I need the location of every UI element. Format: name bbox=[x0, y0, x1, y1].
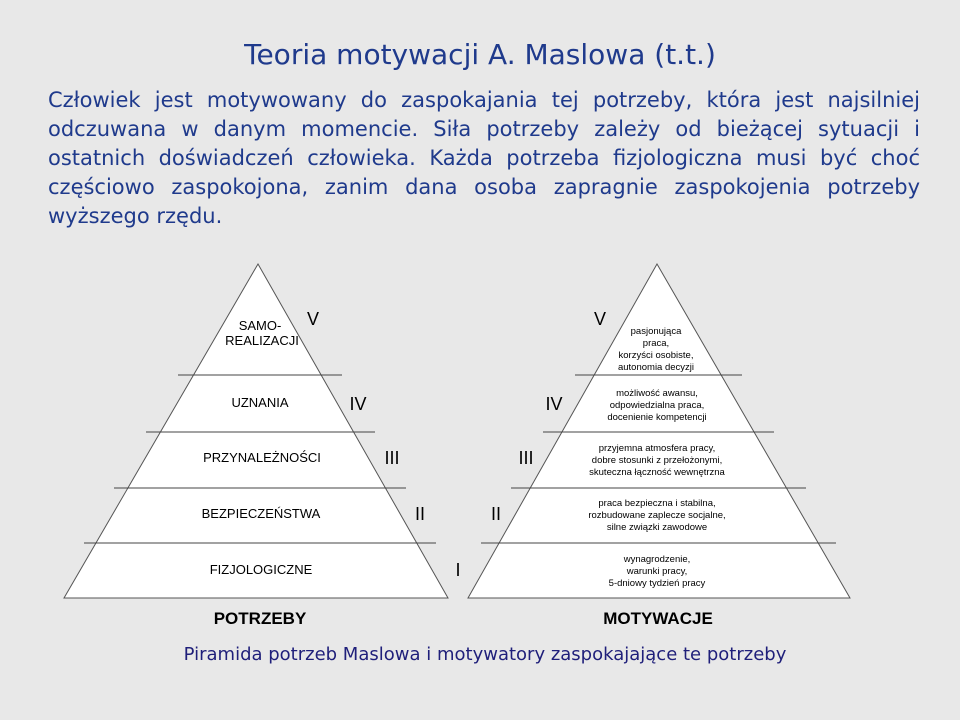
right-level-4-line-1: możliwość awansu, bbox=[616, 388, 698, 399]
slide-body-text: Człowiek jest motywowany do zaspokajania tej potrzeby, która jest najsilniej odczuwana w danym momencie. Siła potrzeby zależy od bieżącej sytuacji i ostatnich doświadczeń człowieka. Każda potrzeba fizjologiczna musi być choć częściowo zaspokojona, zanim dana osoba zapragnie zaspokojenia potrzeby wyższego rzędu. bbox=[48, 88, 920, 228]
right-level-2-line-3: silne związki zawodowe bbox=[606, 522, 708, 533]
left-level-3-label: PRZYNALEŻNOŚCI bbox=[203, 450, 321, 465]
right-pyramid bbox=[468, 264, 850, 628]
left-level-1-label: FIZJOLOGICZNE bbox=[209, 562, 313, 577]
right-level-5-line-1: pasjonująca bbox=[630, 326, 682, 337]
right-level-5-line-3: korzyści osobiste, bbox=[618, 350, 694, 361]
right-level-2-line-1: praca bezpieczna i stabilna, bbox=[598, 498, 716, 509]
left-level-2-numeral: II bbox=[414, 504, 426, 524]
left-level-4-numeral: IV bbox=[349, 394, 367, 414]
right-level-1-line-2: warunki pracy, bbox=[626, 566, 688, 577]
left-level-3-numeral: III bbox=[384, 448, 400, 468]
right-pyramid-footer: MOTYWACJE bbox=[603, 609, 713, 628]
left-level-2-label: BEZPIECZEŃSTWA bbox=[201, 506, 321, 521]
left-level-5-label-2: REALIZACJI bbox=[225, 333, 299, 348]
right-level-2-numeral: II bbox=[490, 504, 502, 524]
left-pyramid-shape bbox=[64, 264, 448, 598]
left-pyramid-footer: POTRZEBY bbox=[213, 609, 307, 628]
right-level-3-line-3: skuteczna łączność wewnętrzna bbox=[589, 467, 725, 478]
left-pyramid bbox=[64, 264, 448, 628]
right-level-2-line-2: rozbudowane zaplecze socjalne, bbox=[588, 510, 726, 521]
right-level-4-line-3: docenienie kompetencji bbox=[607, 412, 707, 423]
center-level-1-numeral: I bbox=[455, 560, 461, 580]
left-level-5-label: SAMO- bbox=[238, 318, 282, 333]
left-level-4-label: UZNANIA bbox=[231, 395, 289, 410]
left-level-5-numeral: V bbox=[306, 309, 320, 329]
right-level-5-line-4: autonomia decyzji bbox=[617, 362, 695, 373]
right-level-5-line-2: praca, bbox=[642, 338, 670, 349]
right-level-1-line-1: wynagrodzenie, bbox=[623, 554, 691, 565]
right-level-3-line-1: przyjemna atmosfera pracy, bbox=[598, 443, 716, 454]
right-level-5-numeral: V bbox=[593, 309, 607, 329]
right-pyramid-shape bbox=[468, 264, 850, 598]
right-level-3-line-2: dobre stosunki z przełożonymi, bbox=[591, 455, 723, 466]
right-level-4-line-2: odpowiedzialna praca, bbox=[609, 400, 705, 411]
right-level-1-line-3: 5-dniowy tydzień pracy bbox=[608, 578, 706, 589]
slide-title: Teoria motywacji A. Maslowa (t.t.) bbox=[244, 38, 716, 71]
right-level-4-numeral: IV bbox=[545, 394, 563, 414]
diagram-caption: Piramida potrzeb Maslowa i motywatory zaspokajające te potrzeby bbox=[183, 644, 787, 665]
right-level-3-numeral: III bbox=[518, 448, 534, 468]
